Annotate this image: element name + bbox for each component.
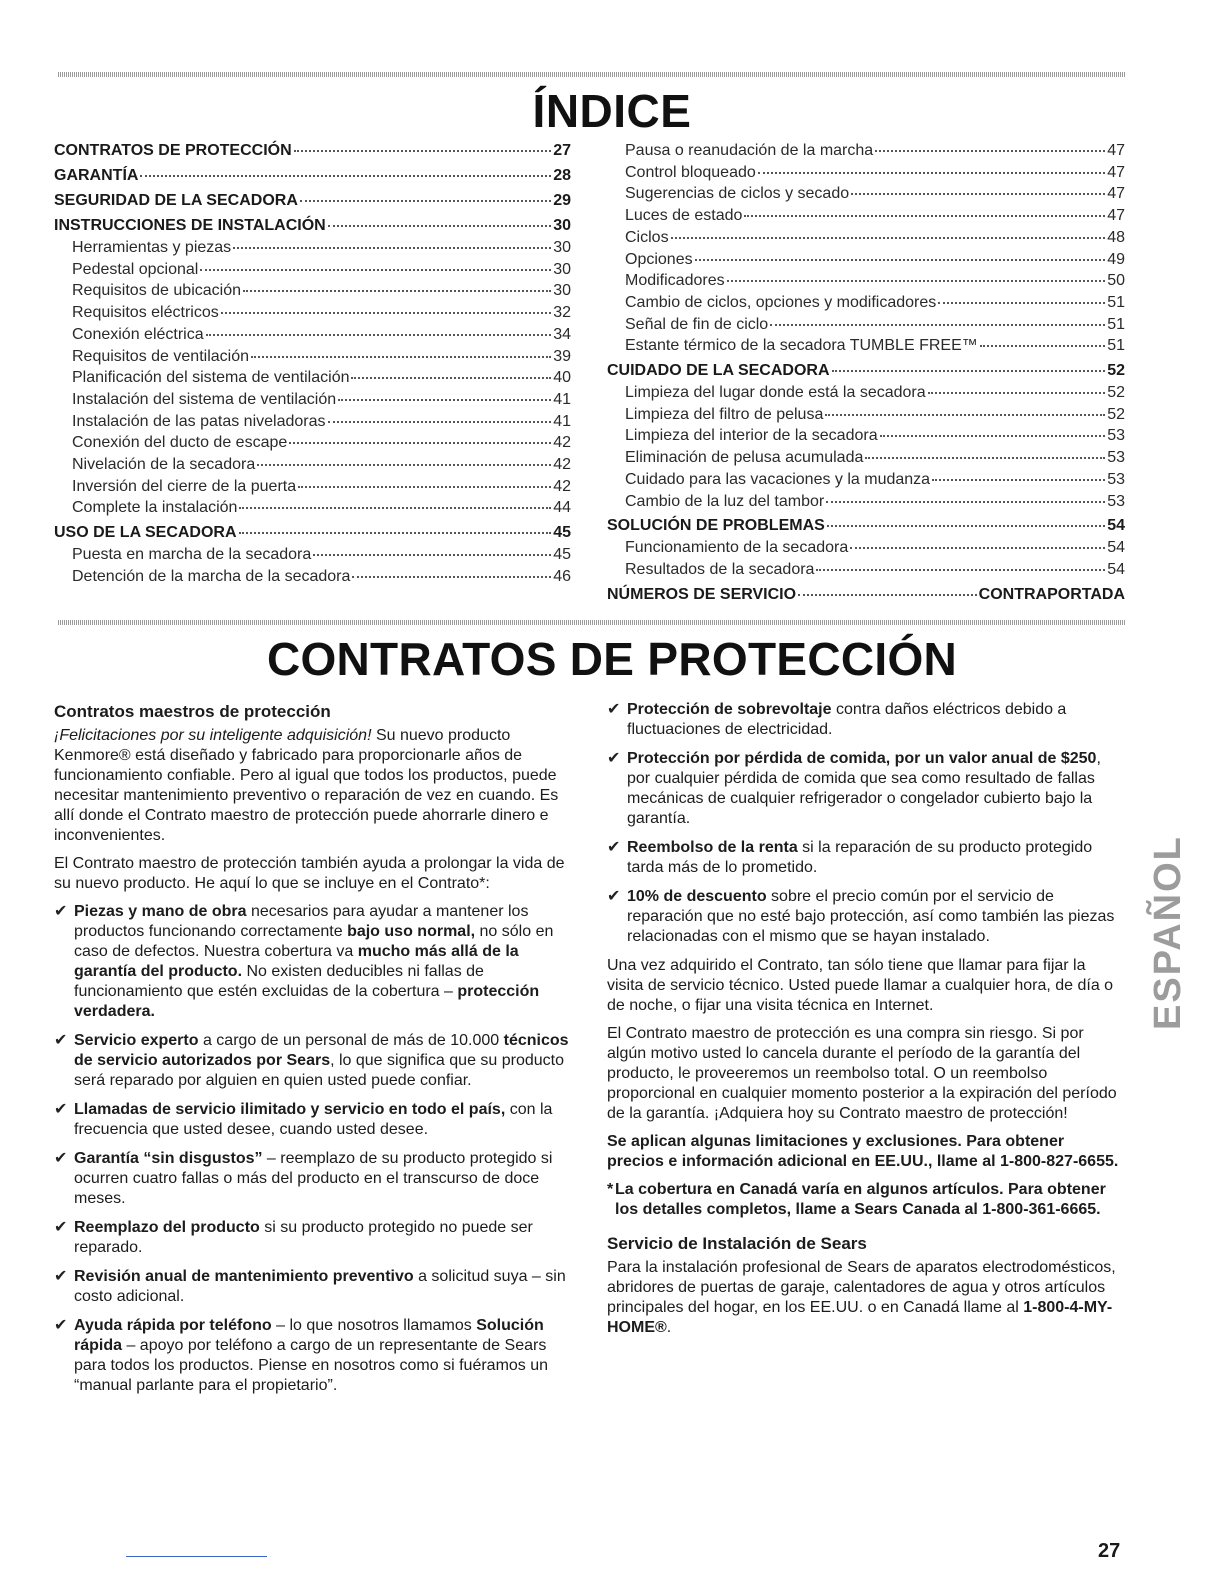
toc-entry-label: Requisitos de ubicación <box>72 282 241 300</box>
toc-page-number: 44 <box>553 499 571 517</box>
toc-leader-dots <box>140 175 551 177</box>
toc-leader-dots <box>865 457 1105 459</box>
toc-page-number: 47 <box>1107 207 1125 225</box>
included-paragraph: El Contrato maestro de protección también ayuda a prolongar la vida de su nuevo producto. He aquí lo que se incluye en el Contrato*: <box>54 855 565 892</box>
toc-entry-label: Señal de fin de ciclo <box>625 315 769 333</box>
toc-subentry[interactable] <box>607 270 1125 292</box>
toc-subentry[interactable] <box>54 497 571 519</box>
checkmark-icon: ✔ <box>54 1150 68 1167</box>
toc-page-number: 53 <box>1107 470 1125 488</box>
benefit-no-lemon: ✔ Garantía “sin disgustos” – reemplazo de su producto protegido si ocurren cuatro fallas o más del producto en el transcurso de doce meses. <box>54 1150 553 1207</box>
toc-page-number: 52 <box>1107 362 1125 380</box>
toc-entry-label: Puesta en marcha de la secadora <box>72 546 312 564</box>
toc-leader-dots <box>875 150 1105 152</box>
toc-leader-dots <box>239 532 552 534</box>
toc-subentry[interactable] <box>607 183 1125 205</box>
toc-page-number: 29 <box>553 192 571 209</box>
toc-entry-label: Instalación de las patas niveladoras <box>72 412 326 430</box>
toc-page-number: 42 <box>553 477 571 495</box>
benefit-discount: ✔ 10% de descuento sobre el precio común por el servicio de reparación que no esté bajo protección, así como también las piezas relacionadas con el mismo que se hayan instalado. <box>607 888 1115 945</box>
scheduling-paragraph: Una vez adquirido el Contrato, tan sólo tiene que llamar para fijar la visita de servicio técnico. Usted puede llamar a cualquier hora, de día o de noche, o fijar una visita técnica en Internet. <box>607 957 1114 1014</box>
toc-page-number: 41 <box>553 390 571 408</box>
toc-subentry[interactable] <box>607 314 1125 336</box>
toc-leader-dots <box>758 172 1105 174</box>
toc-entry-label: Luces de estado <box>625 207 743 225</box>
language-side-tab: ESPAÑOL <box>1147 835 1189 1031</box>
installation-service-text: Para la instalación profesional de Sears de aparatos electrodomésticos, abridores de puertas de garaje, calentadores de agua y otros artículos principales del hogar, en los EE.UU. o en Canadá llame al 1-800-4-MY-HOME®. <box>607 1259 1116 1336</box>
benefit-rental-reimbursement: ✔ Reembolso de la renta si la reparación de su producto protegido tarda más de lo prometido. <box>607 839 1093 876</box>
toc-leader-dots <box>850 547 1105 549</box>
toc-page-number: 32 <box>553 304 571 322</box>
toc-subentry[interactable] <box>607 447 1125 469</box>
toc-entry-label: Estante térmico de la secadora TUMBLE FREE™ <box>625 337 978 355</box>
toc-page-number: 47 <box>1107 163 1125 181</box>
toc-entry-label: CUIDADO DE LA SECADORA <box>607 362 830 380</box>
toc-page-number: 30 <box>553 217 571 234</box>
toc-page-number: 51 <box>1107 337 1125 355</box>
toc-leader-dots <box>206 334 552 336</box>
toc-page-number: 53 <box>1107 427 1125 445</box>
toc-subentry[interactable] <box>607 292 1125 314</box>
toc-page-number: 50 <box>1107 272 1125 290</box>
toc-page-number: 42 <box>553 456 571 474</box>
toc-page-number: 52 <box>1107 405 1125 423</box>
toc-leader-dots <box>928 392 1106 394</box>
toc-subentry[interactable] <box>607 140 1125 162</box>
toc-leader-dots <box>328 421 552 423</box>
toc-leader-dots <box>851 193 1105 195</box>
toc-page-number: 42 <box>553 434 571 452</box>
toc-subentry[interactable] <box>54 280 571 302</box>
toc-page-number: 51 <box>1107 315 1125 333</box>
toc-entry-label: Herramientas y piezas <box>72 239 232 256</box>
toc-page-number: 53 <box>1107 449 1125 467</box>
toc-subentry[interactable] <box>607 162 1125 184</box>
benefit-food-loss: ✔ Protección por pérdida de comida, por un valor anual de $250, por cualquier pérdida de comida que sea como resultado de fallas mecánicas de cualquier refrigerador o congelador cubierto bajo la garantía. <box>607 750 1101 827</box>
toc-subentry[interactable] <box>607 425 1125 447</box>
contracts-title: CONTRATOS DE PROTECCIÓN <box>266 633 958 685</box>
toc-subentry[interactable] <box>607 537 1125 559</box>
checkmark-icon: ✔ <box>54 1032 68 1049</box>
checkmark-icon: ✔ <box>607 888 621 905</box>
toc-leader-dots <box>798 594 977 596</box>
toc-leader-dots <box>770 324 1105 326</box>
toc-entry-label: Opciones <box>625 250 693 268</box>
toc-page-number: 28 <box>553 167 571 184</box>
toc-entry-label: Cuidado para las vacaciones y la mudanza <box>625 470 931 488</box>
toc-page-number: 45 <box>553 546 571 564</box>
checkmark-icon: ✔ <box>54 903 68 920</box>
toc-leader-dots <box>251 356 551 358</box>
toc-entry-label: Resultados de la secadora <box>625 560 815 578</box>
installation-service-heading: Servicio de Instalación de Sears <box>607 1234 867 1253</box>
toc-page-number: 54 <box>1107 560 1125 578</box>
toc-subentry[interactable] <box>607 382 1125 404</box>
bottom-blue-line <box>126 1556 267 1557</box>
toc-entry-label: Funcionamiento de la secadora <box>625 539 849 557</box>
toc-leader-dots <box>938 302 1105 304</box>
middle-dotted-rule <box>58 620 1126 625</box>
toc-subentry[interactable] <box>607 335 1125 357</box>
toc-entry-label: Sugerencias de ciclos y secado <box>625 185 850 203</box>
toc-entry-label: CONTRATOS DE PROTECCIÓN <box>54 142 292 159</box>
toc-section-entry[interactable] <box>607 515 1125 537</box>
toc-leader-dots <box>671 237 1106 239</box>
toc-right-column <box>607 140 1125 606</box>
toc-entry-label: Detención de la marcha de la secadora <box>72 567 351 585</box>
toc-leader-dots <box>200 269 551 271</box>
toc-page-number: 52 <box>1107 384 1125 402</box>
toc-subentry[interactable] <box>607 559 1125 581</box>
toc-subentry[interactable] <box>607 205 1125 227</box>
toc-entry-label: Nivelación de la secadora <box>72 456 256 474</box>
toc-entry-label: Limpieza del filtro de pelusa <box>625 405 824 423</box>
toc-leader-dots <box>932 479 1105 481</box>
toc-section-entry[interactable] <box>54 215 571 237</box>
toc-leader-dots <box>328 225 551 227</box>
toc-entry-label: INSTRUCCIONES DE INSTALACIÓN <box>54 217 326 234</box>
toc-subentry[interactable] <box>54 324 571 346</box>
checkmark-icon: ✔ <box>54 1101 68 1118</box>
benefit-phone-help: ✔ Ayuda rápida por teléfono – lo que nosotros llamamos Solución rápida – apoyo por teléfono a cargo de un representante de Sears para todos los productos. Piense en nosotros como si fuéramos un “manual parlante para el propietario”. <box>54 1317 549 1394</box>
toc-leader-dots <box>695 259 1106 261</box>
toc-page-number: 51 <box>1107 293 1125 311</box>
toc-section-entry[interactable] <box>54 165 571 187</box>
toc-subentry[interactable] <box>607 404 1125 426</box>
intro-paragraph: ¡Felicitaciones por su inteligente adquisición! Su nuevo producto Kenmore® está diseñado y fabricado para proporcionarle años de funcionamiento confiable. Pero al igual que todos los productos, puede necesitar mantenimiento preventivo o reparación de vez en cuando. Es allí donde el Contrato maestro de protección puede ahorrarle dinero e inconvenientes. <box>54 727 559 844</box>
toc-entry-label: Instalación del sistema de ventilación <box>72 390 337 408</box>
toc-subentry[interactable] <box>54 476 571 498</box>
toc-leader-dots <box>257 464 551 466</box>
contracts-right-column <box>607 700 1125 1346</box>
toc-subentry[interactable] <box>54 432 571 454</box>
toc-page-number: 30 <box>553 282 571 300</box>
toc-subentry[interactable] <box>54 259 571 281</box>
toc-entry-label: Pedestal opcional <box>72 260 199 278</box>
toc-leader-dots <box>294 150 552 152</box>
toc-leader-dots <box>816 569 1105 571</box>
toc-page-number: 45 <box>553 524 571 542</box>
toc-leader-dots <box>221 312 551 314</box>
toc-leader-dots <box>352 576 551 578</box>
toc-page-number: 40 <box>553 369 571 387</box>
toc-leader-dots <box>826 501 1105 503</box>
toc-page-number: 47 <box>1107 142 1125 159</box>
toc-subentry[interactable] <box>54 389 571 411</box>
toc-entry-label: Inversión del cierre de la puerta <box>72 477 297 495</box>
toc-leader-dots <box>300 200 551 202</box>
toc-subentry[interactable] <box>54 566 571 588</box>
toc-subentry[interactable] <box>607 469 1125 491</box>
checkmark-icon: ✔ <box>607 750 621 767</box>
toc-leader-dots <box>239 507 551 509</box>
service-phone: 1-800-4-MY-HOME® <box>607 1299 1113 1336</box>
toc-entry-label: SOLUCIÓN DE PROBLEMAS <box>607 517 825 535</box>
toc-page-number: 53 <box>1107 492 1125 510</box>
checkmark-icon: ✔ <box>607 839 621 856</box>
toc-leader-dots <box>298 486 551 488</box>
toc-subentry[interactable] <box>607 227 1125 249</box>
top-dotted-rule <box>58 72 1126 77</box>
toc-page-number: CONTRAPORTADA <box>978 585 1125 603</box>
toc-entry-label: Ciclos <box>625 228 669 246</box>
toc-leader-dots <box>313 554 551 556</box>
toc-leader-dots <box>351 377 551 379</box>
toc-section-entry[interactable] <box>54 190 571 212</box>
toc-leader-dots <box>338 399 551 401</box>
toc-entry-label: Planificación del sistema de ventilación <box>72 369 350 387</box>
toc-subentry[interactable] <box>54 544 571 566</box>
toc-entry-label: SEGURIDAD DE LA SECADORA <box>54 192 298 209</box>
limitations-note: Se aplican algunas limitaciones y exclusiones. Para obtener precios e información adicional en EE.UU., llame al 1-800-827-6655. <box>607 1133 1119 1170</box>
toc-page-number: 41 <box>553 412 571 430</box>
benefit-annual-checkup: ✔ Revisión anual de mantenimiento preventivo a solicitud suya – sin costo adicional. <box>54 1268 566 1305</box>
toc-subentry[interactable] <box>54 346 571 368</box>
page-number: 27 <box>1098 1540 1121 1562</box>
risk-free-paragraph: El Contrato maestro de protección es una compra sin riesgo. Si por algún motivo usted lo cancela durante el período de la garantía del producto, le proveeremos un reembolso total. O un reembolso proporcional en cualquier momento posterior a la expiración del período de la garantía. ¡Adquiera hoy su Contrato maestro de protección! <box>607 1025 1117 1122</box>
toc-subentry[interactable] <box>607 491 1125 513</box>
master-contracts-heading: Contratos maestros de protección <box>54 702 331 721</box>
toc-subentry[interactable] <box>54 454 571 476</box>
toc-section-entry[interactable] <box>54 140 571 162</box>
toc-page-number: 47 <box>1107 185 1125 203</box>
toc-entry-label: Modificadores <box>625 272 725 290</box>
toc-subentry[interactable] <box>54 367 571 389</box>
benefit-product-replacement: ✔ Reemplazo del producto si su producto protegido no puede ser reparado. <box>54 1219 533 1256</box>
toc-entry-label: NÚMEROS DE SERVICIO <box>607 585 797 603</box>
toc-section-entry[interactable] <box>607 360 1125 382</box>
toc-entry-label: Limpieza del interior de la secadora <box>625 427 878 445</box>
toc-page-number: 54 <box>1107 539 1125 557</box>
toc-entry-label: Conexión eléctrica <box>72 325 204 343</box>
toc-entry-label: Eliminación de pelusa acumulada <box>625 449 864 467</box>
toc-leader-dots <box>827 525 1105 527</box>
toc-subentry[interactable] <box>54 411 571 433</box>
toc-leader-dots <box>727 280 1106 282</box>
toc-section-entry[interactable] <box>607 584 1125 606</box>
toc-subentry[interactable] <box>54 237 571 259</box>
toc-entry-label: Cambio de la luz del tambor <box>625 492 825 510</box>
canada-note: * La cobertura en Canadá varía en algunos artículos. Para obtener los detalles completos, llame a Sears Canada al 1-800-361-6665. <box>607 1181 1106 1218</box>
toc-entry-label: USO DE LA SECADORA <box>54 524 237 542</box>
toc-left-column <box>54 140 571 588</box>
toc-leader-dots <box>744 215 1105 217</box>
toc-page-number: 46 <box>553 567 571 585</box>
toc-leader-dots <box>289 442 551 444</box>
toc-subentry[interactable] <box>54 302 571 324</box>
benefit-unlimited-calls: ✔ Llamadas de servicio ilimitado y servicio en todo el país, con la frecuencia que usted desee, cuando usted desee. <box>54 1101 553 1138</box>
toc-entry-label: Conexión del ducto de escape <box>72 434 288 452</box>
toc-entry-label: Requisitos de ventilación <box>72 347 249 365</box>
toc-page-number: 34 <box>553 325 571 343</box>
toc-leader-dots <box>880 435 1106 437</box>
toc-page-number: 54 <box>1107 517 1125 535</box>
checkmark-icon: ✔ <box>607 701 621 718</box>
toc-leader-dots <box>832 370 1106 372</box>
benefit-expert-service: ✔ Servicio experto a cargo de un personal de más de 10.000 técnicos de servicio autorizados por Sears, lo que significa que su producto será reparado por alguien en quien usted puede confiar. <box>54 1032 569 1089</box>
checkmark-icon: ✔ <box>54 1317 68 1334</box>
toc-leader-dots <box>825 414 1105 416</box>
toc-entry-label: Cambio de ciclos, opciones y modificadores <box>625 293 937 311</box>
checkmark-icon: ✔ <box>54 1219 68 1236</box>
toc-entry-label: Requisitos eléctricos <box>72 304 219 322</box>
toc-page-number: 49 <box>1107 250 1125 268</box>
toc-page-number: 48 <box>1107 228 1125 246</box>
index-title: ÍNDICE <box>532 85 692 137</box>
contracts-left-column <box>54 702 570 1405</box>
toc-section-entry[interactable] <box>54 522 571 544</box>
benefit-surge-protection: ✔ Protección de sobrevoltaje contra daños eléctricos debido a fluctuaciones de electricidad. <box>607 701 1067 738</box>
toc-page-number: 30 <box>553 260 571 278</box>
toc-entry-label: Complete la instalación <box>72 499 238 517</box>
toc-page-number: 39 <box>553 347 571 365</box>
benefit-parts-labor: ✔ Piezas y mano de obra necesarios para ayudar a mantener los productos funcionando correctamente bajo uso normal, no sólo en caso de defectos. Nuestra cobertura va mucho más allá de la garantía del producto. No existen deducibles ni fallas de funcionamiento que estén excluidas de la cobertura – protección verdadera. <box>54 903 554 1020</box>
toc-entry-label: Control bloqueado <box>625 163 756 181</box>
toc-leader-dots <box>243 290 551 292</box>
toc-subentry[interactable] <box>607 249 1125 271</box>
toc-leader-dots <box>980 345 1105 347</box>
toc-leader-dots <box>233 247 551 249</box>
toc-entry-label: Pausa o reanudación de la marcha <box>625 142 874 159</box>
checkmark-icon: ✔ <box>54 1268 68 1285</box>
toc-page-number: 30 <box>553 239 571 256</box>
toc-entry-label: GARANTÍA <box>54 167 139 184</box>
toc-page-number: 27 <box>553 142 571 159</box>
toc-entry-label: Limpieza del lugar donde está la secadora <box>625 384 926 402</box>
